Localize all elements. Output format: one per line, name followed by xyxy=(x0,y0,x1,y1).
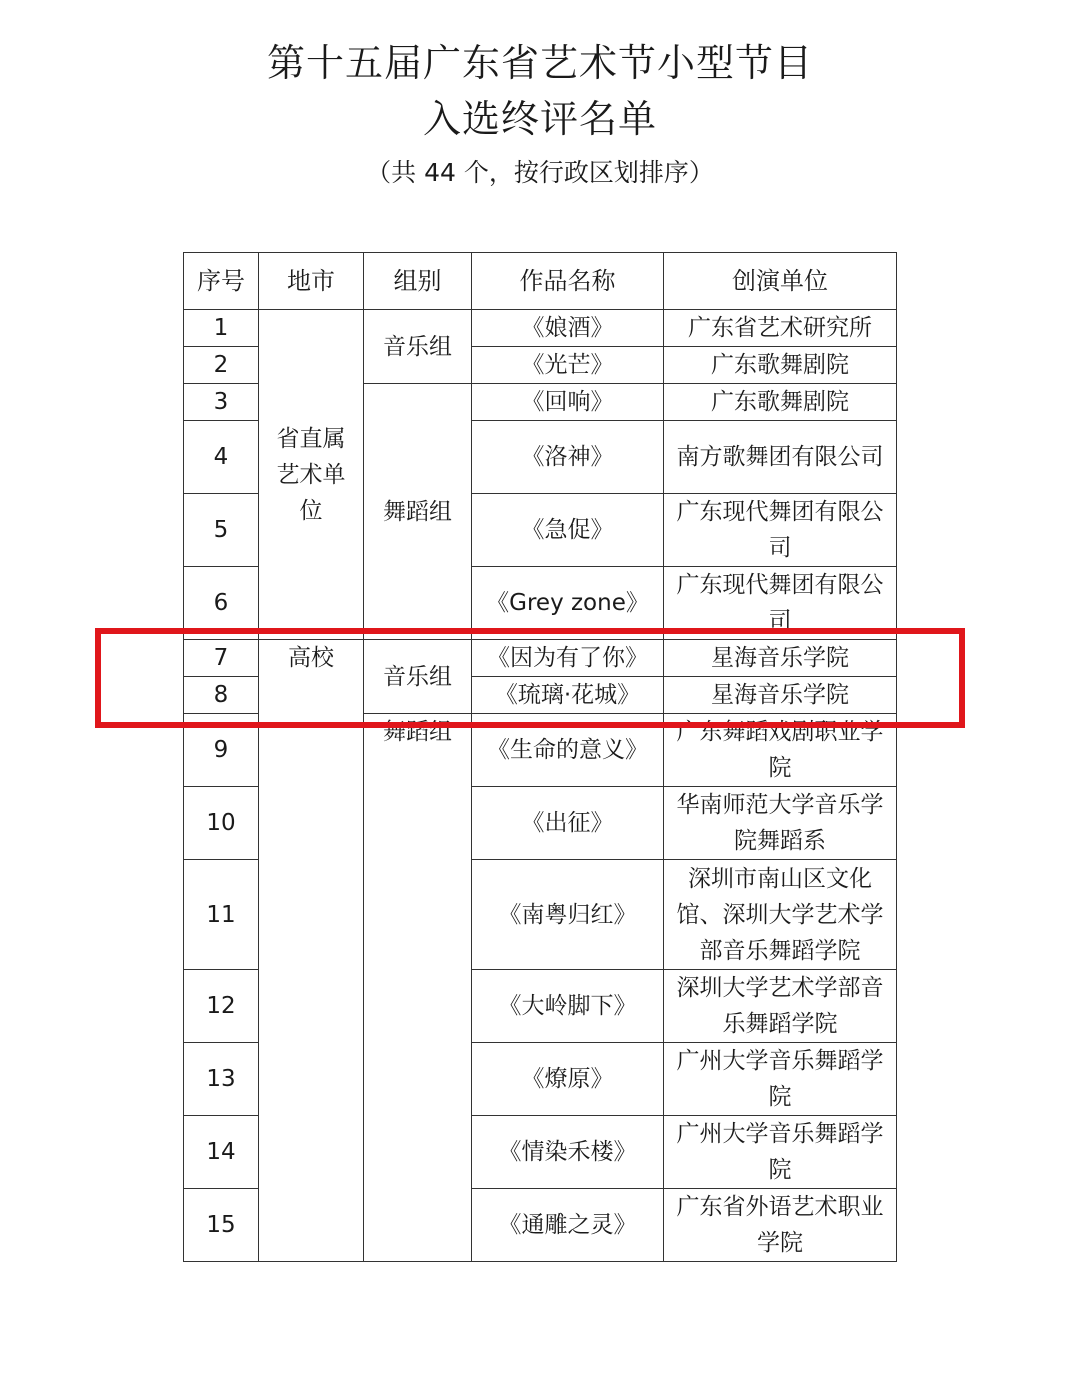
row-number: 5 xyxy=(184,494,259,567)
header-number: 序号 xyxy=(184,253,259,310)
row-number: 7 xyxy=(184,640,259,677)
creator-unit: 深圳市南山区文化馆、深圳大学艺术学部音乐舞蹈学院 xyxy=(664,860,897,970)
work-title: 《大岭脚下》 xyxy=(472,970,664,1043)
group-cell: 音乐组 xyxy=(364,640,472,714)
row-number: 15 xyxy=(184,1189,259,1262)
city-cell: 高校 xyxy=(259,640,364,1262)
creator-unit: 广东歌舞剧院 xyxy=(664,384,897,421)
row-number: 13 xyxy=(184,1043,259,1116)
row-number: 11 xyxy=(184,860,259,970)
group-cell: 舞蹈组 xyxy=(364,384,472,640)
page-subtitle: （共 44 个，按行政区划排序） xyxy=(366,158,714,187)
row-number: 14 xyxy=(184,1116,259,1189)
work-title: 《琉璃·花城》 xyxy=(472,677,664,714)
group-cell: 音乐组 xyxy=(364,310,472,384)
creator-unit: 星海音乐学院 xyxy=(664,677,897,714)
creator-unit: 星海音乐学院 xyxy=(664,640,897,677)
work-title: 《急促》 xyxy=(472,494,664,567)
row-number: 1 xyxy=(184,310,259,347)
creator-unit: 深圳大学艺术学部音乐舞蹈学院 xyxy=(664,970,897,1043)
table-header-row xyxy=(184,253,897,310)
creator-unit: 南方歌舞团有限公司 xyxy=(664,421,897,494)
work-title: 《回响》 xyxy=(472,384,664,421)
page-title: 第十五届广东省艺术节小型节目 xyxy=(266,41,813,85)
creator-unit: 广东省艺术研究所 xyxy=(664,310,897,347)
creator-unit: 广东省外语艺术职业学院 xyxy=(664,1189,897,1262)
row-number: 12 xyxy=(184,970,259,1043)
selection-table xyxy=(183,252,897,1262)
table-row xyxy=(184,310,897,347)
creator-unit: 华南师范大学音乐学院舞蹈系 xyxy=(664,787,897,860)
work-title: 《出征》 xyxy=(472,787,664,860)
creator-unit: 广州大学音乐舞蹈学院 xyxy=(664,1043,897,1116)
creator-unit: 广东现代舞团有限公司 xyxy=(664,494,897,567)
work-title: 《洛神》 xyxy=(472,421,664,494)
creator-unit: 广东现代舞团有限公司 xyxy=(664,567,897,640)
work-title: 《光芒》 xyxy=(472,347,664,384)
row-number: 9 xyxy=(184,714,259,787)
page-title-line2: 入选终评名单 xyxy=(422,97,657,141)
table-row xyxy=(184,640,897,677)
creator-unit: 广东歌舞剧院 xyxy=(664,347,897,384)
work-title: 《娘酒》 xyxy=(472,310,664,347)
row-number: 8 xyxy=(184,677,259,714)
header-group: 组别 xyxy=(364,253,472,310)
row-number: 3 xyxy=(184,384,259,421)
work-title: 《燎原》 xyxy=(472,1043,664,1116)
row-number: 4 xyxy=(184,421,259,494)
work-title: 《通雕之灵》 xyxy=(472,1189,664,1262)
header-city: 地市 xyxy=(259,253,364,310)
creator-unit: 广东舞蹈戏剧职业学院 xyxy=(664,714,897,787)
work-title: 《南粤归红》 xyxy=(472,860,664,970)
row-number: 10 xyxy=(184,787,259,860)
row-number: 2 xyxy=(184,347,259,384)
city-cell: 省直属艺术单位 xyxy=(259,310,364,640)
work-title: 《生命的意义》 xyxy=(472,714,664,787)
work-title: 《Grey zone》 xyxy=(472,567,664,640)
group-cell: 舞蹈组 xyxy=(364,714,472,1262)
row-number: 6 xyxy=(184,567,259,640)
work-title: 《因为有了你》 xyxy=(472,640,664,677)
work-title: 《情染禾楼》 xyxy=(472,1116,664,1189)
header-work: 作品名称 xyxy=(472,253,664,310)
creator-unit: 广州大学音乐舞蹈学院 xyxy=(664,1116,897,1189)
header-unit: 创演单位 xyxy=(664,253,897,310)
